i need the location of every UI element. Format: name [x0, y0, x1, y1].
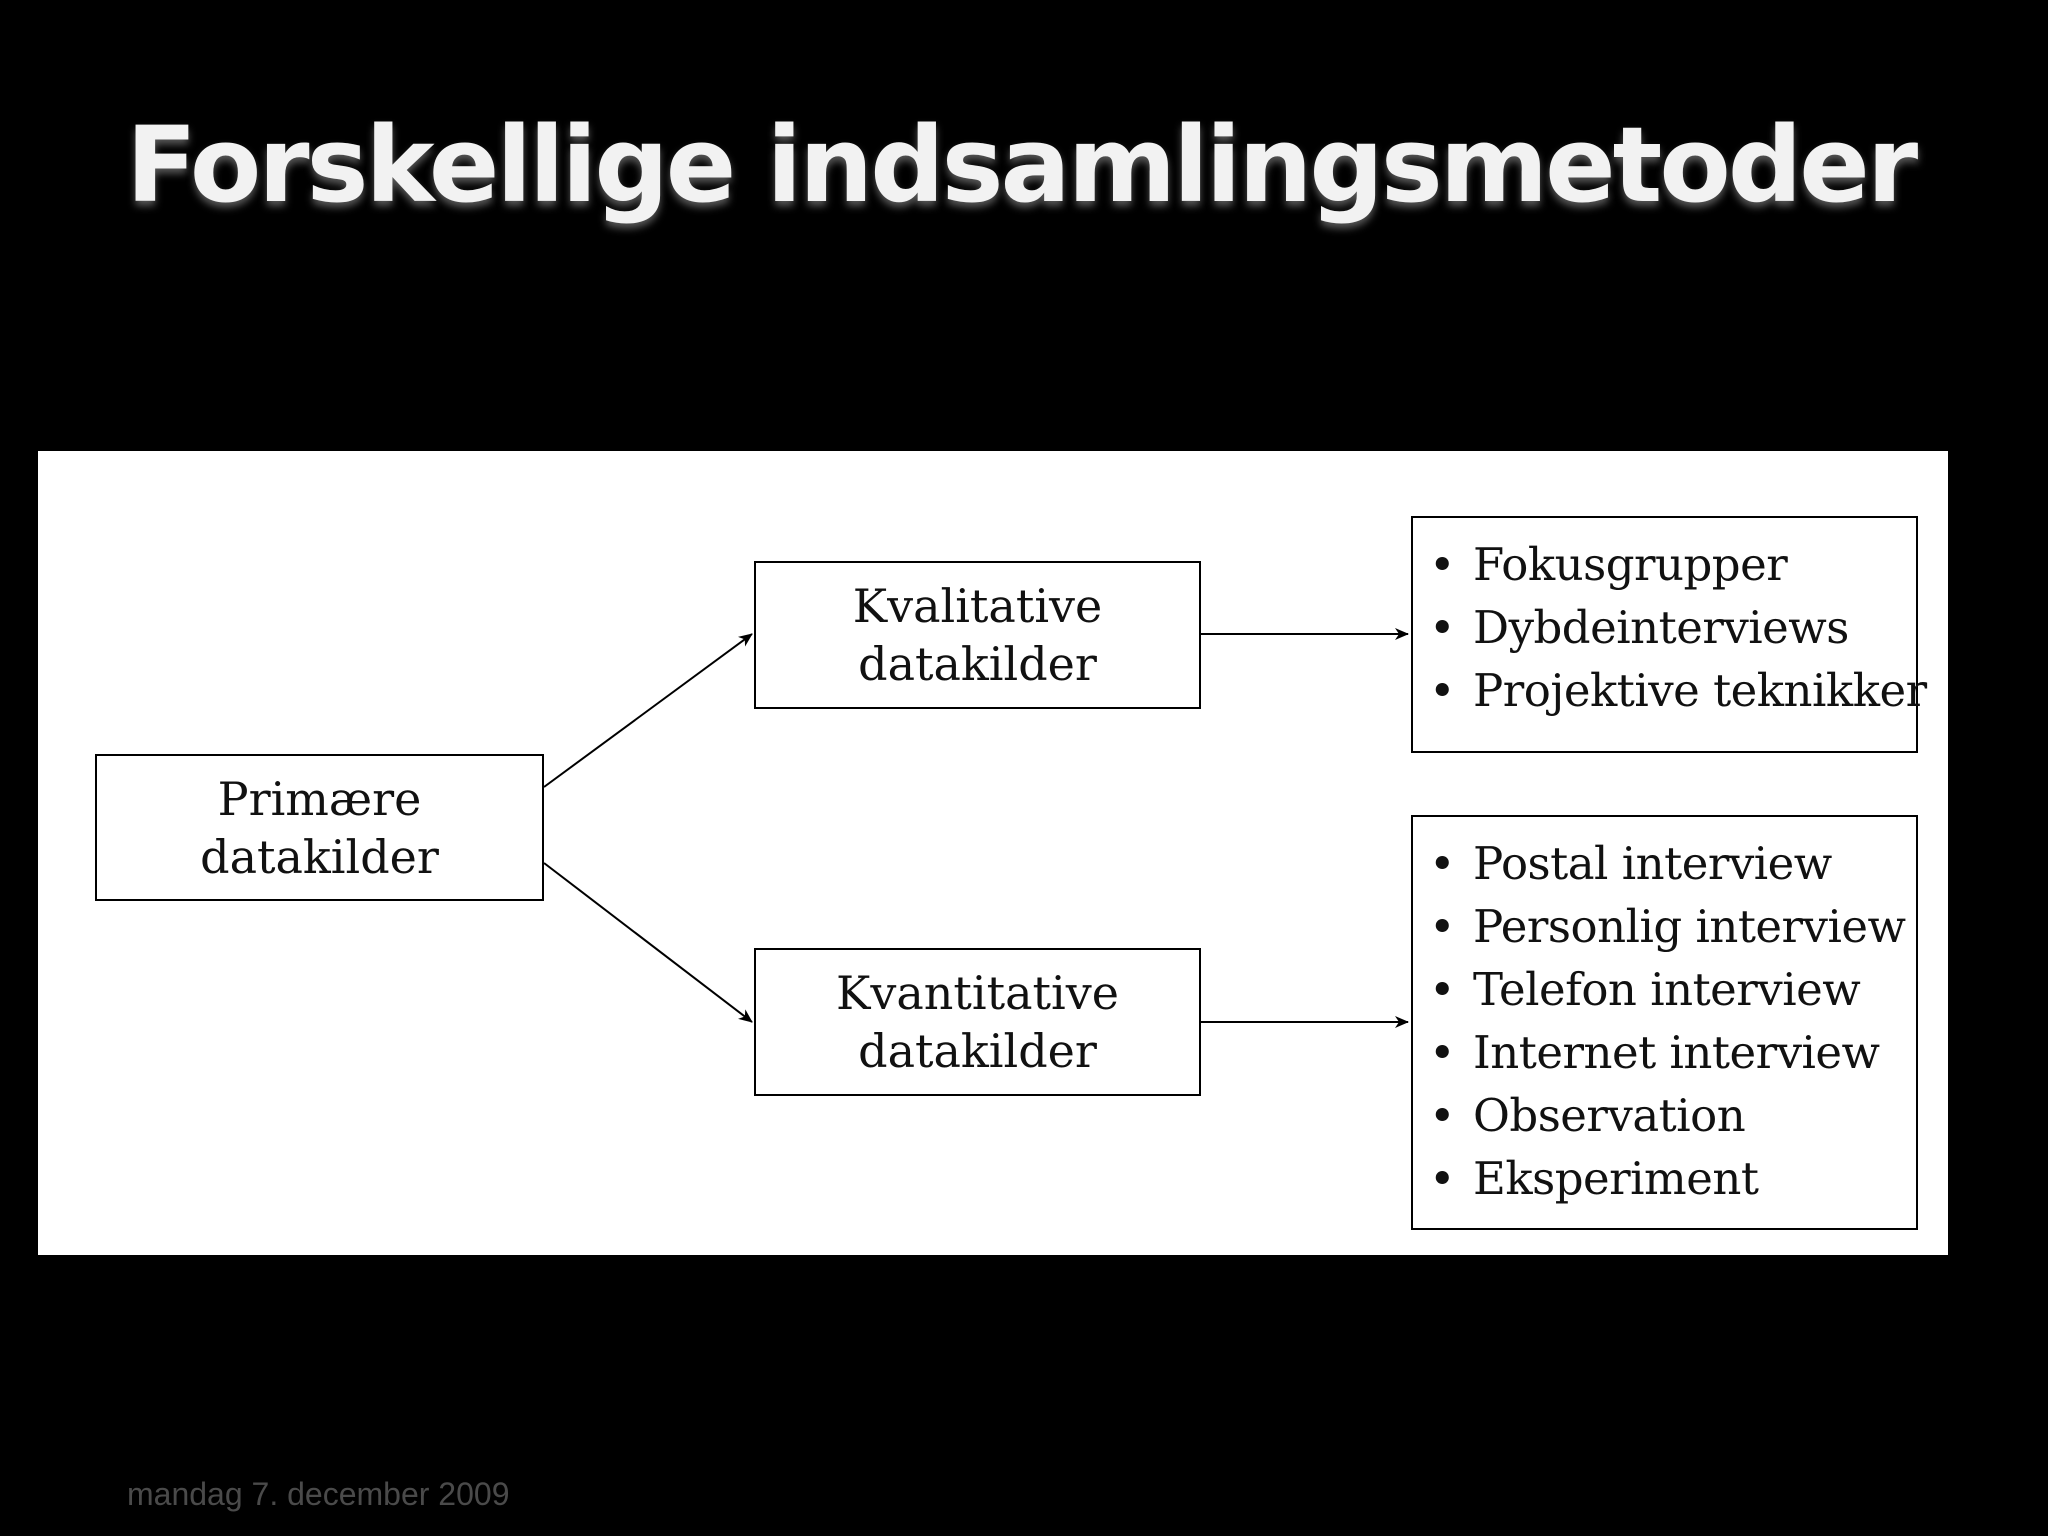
slide-title: Forskellige indsamlingsmetoder: [126, 104, 1916, 226]
list-item: [1429, 533, 1916, 596]
qualitative-methods-box: [1411, 516, 1927, 753]
qualitative-sources-box: [754, 561, 1201, 709]
bullet-icon: •: [1429, 664, 1456, 717]
list-item: [1429, 832, 1916, 895]
bullet-icon: •: [1429, 963, 1456, 1016]
arrow-root-to-qualitative: [544, 634, 752, 787]
list-item: [1429, 895, 1916, 958]
method-label: Personlig interview: [1473, 900, 1906, 953]
list-item: [1429, 1147, 1916, 1210]
quantitative-label-line1: Kvantitative: [836, 966, 1119, 1020]
primary-sources-box: [95, 754, 544, 901]
footer-date: mandag 7. december 2009: [127, 1476, 510, 1512]
qualitative-label-line2: datakilder: [858, 637, 1097, 691]
bullet-icon: •: [1429, 900, 1456, 953]
list-item: [1429, 958, 1916, 1021]
bullet-icon: •: [1429, 1026, 1456, 1079]
method-label: Internet interview: [1473, 1026, 1880, 1079]
quantitative-label-line2: datakilder: [858, 1024, 1097, 1078]
method-label: Projektive teknikker: [1473, 664, 1927, 717]
list-item: [1429, 596, 1916, 659]
bullet-icon: •: [1429, 1089, 1456, 1142]
quantitative-methods-list: [1429, 832, 1916, 1210]
method-label: Dybdeinterviews: [1473, 601, 1849, 654]
method-label: Observation: [1473, 1089, 1746, 1142]
diagram-panel: [38, 451, 1948, 1255]
bullet-icon: •: [1429, 837, 1456, 890]
bullet-icon: •: [1429, 538, 1456, 591]
list-item: [1429, 659, 1927, 722]
quantitative-methods-box: [1411, 815, 1918, 1230]
arrow-root-to-quantitative: [544, 863, 752, 1022]
method-label: Telefon interview: [1473, 963, 1861, 1016]
qualitative-methods-list: [1429, 533, 1927, 722]
method-label: Postal interview: [1473, 837, 1832, 890]
primary-sources-label: Primære datakilder: [200, 771, 439, 884]
bullet-icon: •: [1429, 1152, 1456, 1205]
list-item: [1429, 1084, 1916, 1147]
quantitative-sources-box: [754, 948, 1201, 1096]
method-label: Eksperiment: [1473, 1152, 1759, 1205]
bullet-icon: •: [1429, 601, 1456, 654]
qualitative-label-line1: Kvalitative: [852, 579, 1103, 633]
list-item: [1429, 1021, 1916, 1084]
method-label: Fokusgrupper: [1473, 538, 1788, 591]
